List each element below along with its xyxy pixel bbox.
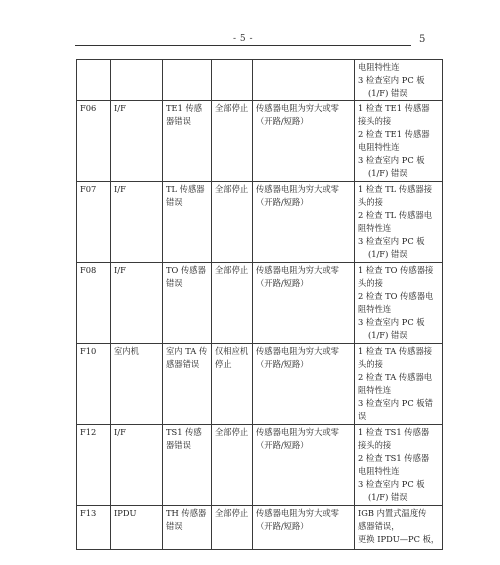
check-line: 误 — [358, 411, 367, 421]
location-cell: I/F — [111, 182, 163, 263]
check-cell — [355, 425, 443, 506]
check-line: (1/F) 错误 — [368, 330, 408, 340]
check-line: 3 检查室内 PC 板 — [358, 479, 425, 489]
check-line: 阻特性连 — [358, 223, 392, 233]
fault-code-cell: F08 — [77, 263, 111, 344]
location-cell: I/F — [111, 425, 163, 506]
fault-name-cell — [163, 60, 212, 101]
check-line: 3 检查室内 PC 板 — [358, 317, 425, 327]
cause-cell: 传感器电阻为穷大或零（开路/短路） — [253, 344, 355, 425]
check-line: 阻特性连 — [358, 385, 392, 395]
cause-cell: 传感器电阻为穷大或零（开路/短路） — [253, 182, 355, 263]
check-cell — [355, 344, 443, 425]
check-line: (1/F) 错误 — [368, 249, 408, 259]
action-cell — [212, 60, 253, 101]
location-cell: 室内机 — [111, 344, 163, 425]
fault-code-cell: F06 — [77, 101, 111, 182]
check-line: 3 检查室内 PC 板 — [358, 236, 425, 246]
fault-code-cell: F10 — [77, 344, 111, 425]
check-line: 2 检查 TA 传感器电 — [358, 372, 433, 382]
action-cell: 全部停止 — [212, 101, 253, 182]
check-line: 3 检查室内 PC 板 — [358, 75, 425, 85]
check-line: 更换 IPDU—PC 板， — [358, 534, 440, 544]
check-line: 1 检查 TS1 传感器 — [358, 427, 430, 437]
action-cell: 全部停止 — [212, 182, 253, 263]
cause-cell: 传感器电阻为穷大或零（开路/短路） — [253, 425, 355, 506]
check-line: (1/F) 错误 — [368, 88, 408, 98]
check-line: (1/F) 错误 — [368, 492, 408, 502]
location-cell: I/F — [111, 101, 163, 182]
check-line: 1 检查 TE1 传感器 — [358, 103, 430, 113]
check-line: 2 检查 TO 传感器电 — [358, 291, 434, 301]
action-cell: 仅相应机停止 — [212, 344, 253, 425]
action-cell: 全部停止 — [212, 425, 253, 506]
check-cell — [355, 60, 443, 101]
cause-cell: 传感器电阻为穷大或零（开路/短路） — [253, 101, 355, 182]
fault-code-cell: F13 — [77, 506, 111, 550]
table-row — [77, 425, 443, 506]
check-line: 2 检查 TE1 传感器 — [358, 129, 430, 139]
fault-name-cell: TE1 传感器错误 — [163, 101, 212, 182]
check-line: 2 检查 TS1 传感器 — [358, 453, 430, 463]
action-cell: 全部停止 — [212, 263, 253, 344]
cause-cell: 传感器电阻为穷大或零（开路/短路） — [253, 263, 355, 344]
fault-name-cell: TS1 传感器错误 — [163, 425, 212, 506]
table-row — [77, 101, 443, 182]
check-cell — [355, 101, 443, 182]
table-row — [77, 506, 443, 550]
check-cell — [355, 182, 443, 263]
check-line: 2 检查 TL 传感器电 — [358, 210, 433, 220]
location-cell: IPDU — [111, 506, 163, 550]
location-cell — [111, 60, 163, 101]
fault-name-cell: 室内 TA 传感器错误 — [163, 344, 212, 425]
table-row — [77, 344, 443, 425]
check-line: (1/F) 错误 — [368, 168, 408, 178]
cause-cell — [253, 60, 355, 101]
header-rule — [75, 45, 411, 46]
check-line: 1 检查 TO 传感器接 — [358, 265, 434, 275]
fault-name-cell: TO 传感器错误 — [163, 263, 212, 344]
fault-code-cell — [77, 60, 111, 101]
fault-name-cell: TL 传感器错误 — [163, 182, 212, 263]
check-line: 阻特性连 — [358, 304, 392, 314]
check-line: 1 检查 TL 传感器接 — [358, 184, 433, 194]
table-row — [77, 182, 443, 263]
check-cell — [355, 263, 443, 344]
check-line: 1 检查 TA 传感器接 — [358, 346, 433, 356]
check-line: 头的接 — [358, 197, 383, 207]
check-line: 电阻特性连 — [358, 62, 400, 72]
cause-cell: 传感器电阻为穷大或零（开路/短路） — [253, 506, 355, 550]
table-row — [77, 263, 443, 344]
check-line: 头的接 — [358, 278, 383, 288]
fault-code-cell: F07 — [77, 182, 111, 263]
check-line: IGB 内置式温度传 — [358, 508, 427, 518]
check-line: 3 检查室内 PC 板错 — [358, 398, 433, 408]
table-row — [77, 60, 443, 101]
check-cell — [355, 506, 443, 550]
check-line: 接头的接 — [358, 440, 392, 450]
check-line: 接头的接 — [358, 116, 392, 126]
check-line: 头的接 — [358, 359, 383, 369]
fault-code-table — [76, 59, 443, 550]
check-line: 电阻特性连 — [358, 142, 400, 152]
check-line: 感器错误， — [358, 521, 400, 531]
fault-code-cell: F12 — [77, 425, 111, 506]
page-number-center: - 5 - — [233, 34, 254, 44]
location-cell: I/F — [111, 263, 163, 344]
action-cell: 全部停止 — [212, 506, 253, 550]
check-line: 3 检查室内 PC 板 — [358, 155, 425, 165]
page-number-right: 5 — [419, 34, 426, 45]
check-line: 电阻特性连 — [358, 466, 400, 476]
fault-name-cell: TH 传感器错误 — [163, 506, 212, 550]
